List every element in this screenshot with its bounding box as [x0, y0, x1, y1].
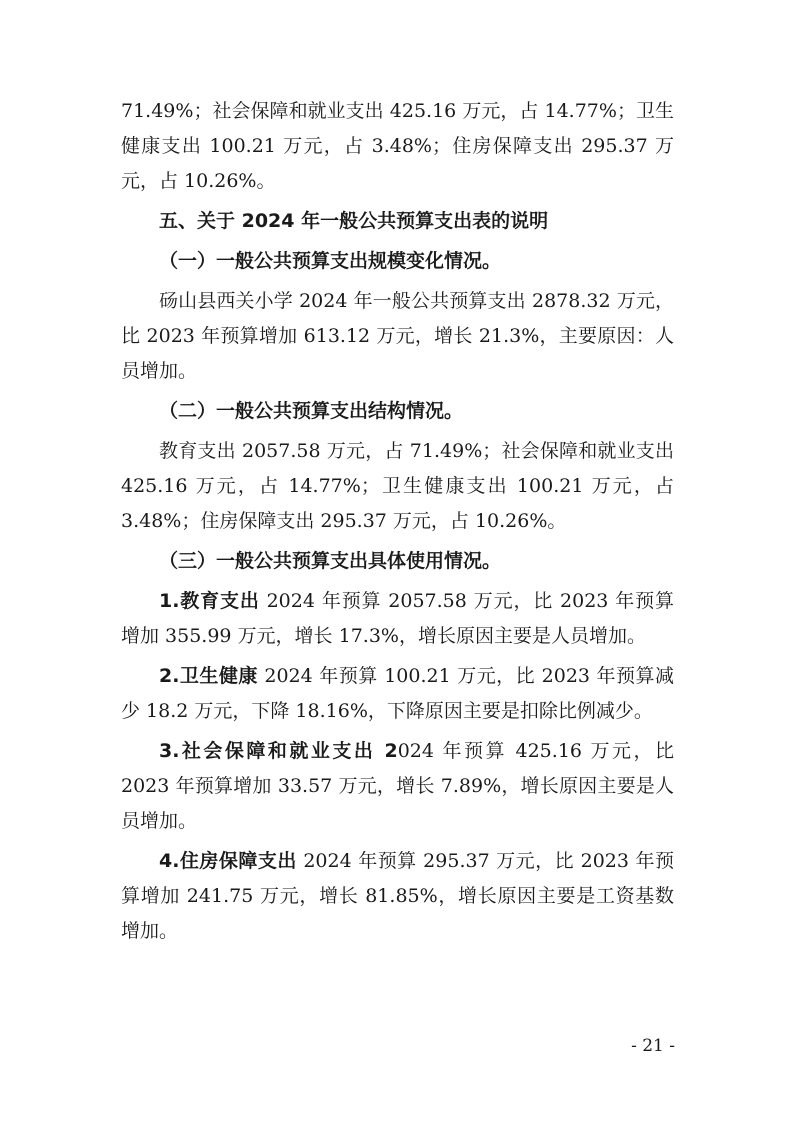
- subsection-1-body: 砀山县西关小学 2024 年一般公共预算支出 2878.32 万元，比 2023 年预算增加 613.12 万元，增长 21.3%，主要原因：人员增加。: [121, 290, 674, 382]
- item-housing: [121, 844, 674, 949]
- item-text: 024 年预算 425.16 万元，比 2023 年预算增加 33.57 万元，增长 7.89%，增长原因主要是人员增加。: [121, 740, 674, 832]
- subsection-1-title: （一）一般公共预算支出规模变化情况。: [159, 250, 502, 272]
- item-text: 2024 年预算 2057.58 万元，比 2023 年预算增加 355.99 万元，增长 17.3%，增长原因主要是人员增加。: [121, 590, 674, 647]
- subsection-2-body: 教育支出 2057.58 万元，占 71.49%；社会保障和就业支出 425.16 万元，占 14.77%；卫生健康支出 100.21 万元，占 3.48%；住房保障支出 295.37 万元，占 10.26%。: [121, 440, 674, 532]
- page-number: - 21 -: [631, 1036, 675, 1056]
- subsection-2-title: （二）一般公共预算支出结构情况。: [159, 400, 464, 422]
- item-education: [121, 584, 674, 654]
- item-lead: 1.教育支出: [159, 590, 260, 612]
- item-health: [121, 659, 674, 729]
- section-title: 五、关于 2024 年一般公共预算支出表的说明: [159, 210, 549, 232]
- item-lead: 4.住房保障支出: [159, 850, 297, 872]
- item-social-security: [121, 734, 674, 839]
- subsection-3-title: （三）一般公共预算支出具体使用情况。: [159, 550, 502, 572]
- item-lead: 3.社会保障和就业支出 2: [159, 740, 398, 762]
- document-page: [121, 94, 674, 949]
- item-lead: 2.卫生健康: [159, 665, 258, 687]
- item-text: 2024 年预算 295.37 万元，比 2023 年预算增加 241.75 万元，增长 81.85%，增长原因主要是工资基数增加。: [121, 850, 674, 942]
- continuation-paragraph: 71.49%；社会保障和就业支出 425.16 万元，占 14.77%；卫生健康支出 100.21 万元，占 3.48%；住房保障支出 295.37 万元，占 10.26%。: [121, 100, 674, 192]
- item-text: 2024 年预算 100.21 万元，比 2023 年预算减少 18.2 万元，下降 18.16%，下降原因主要是扣除比例减少。: [121, 665, 674, 722]
